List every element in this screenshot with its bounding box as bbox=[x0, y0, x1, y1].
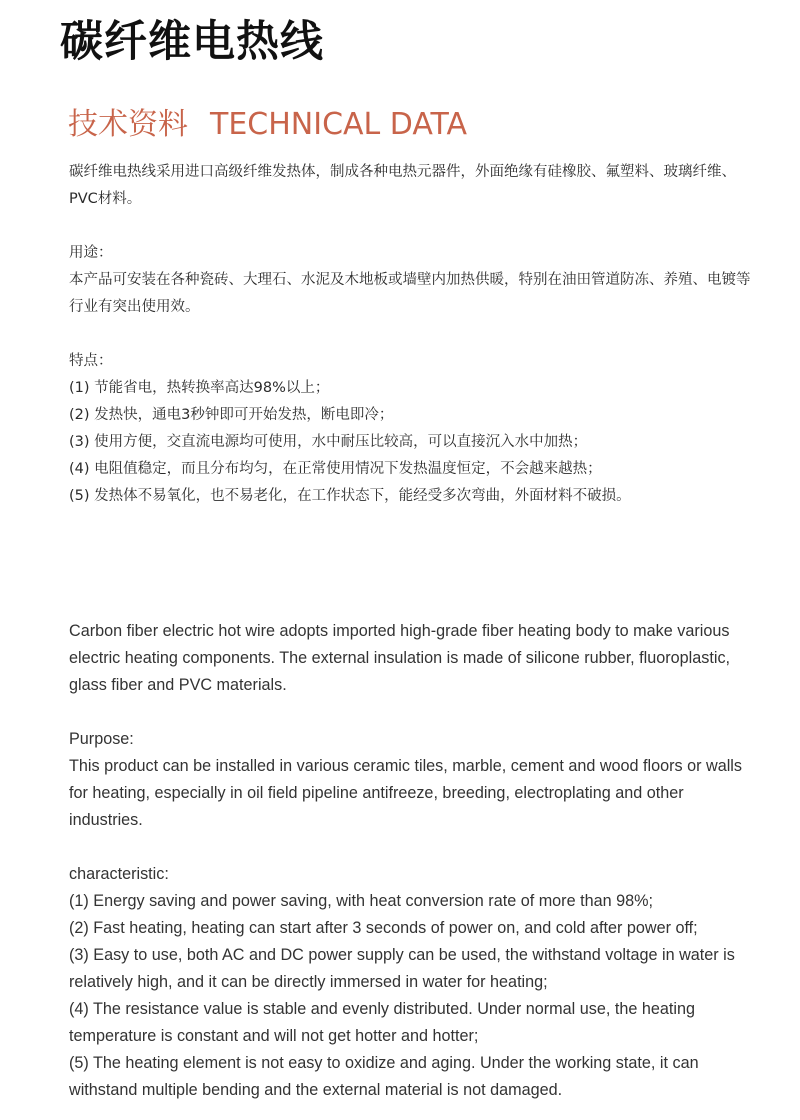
zh-intro: 碳纤维电热线采用进口高级纤维发热体，制成各种电热元器件，外面绝缘有硅橡胶、氟塑料、玻璃纤维、PVC材料。 bbox=[69, 164, 736, 207]
page-title: 碳纤维电热线 bbox=[60, 17, 324, 67]
section-heading-zh: 技术资料 bbox=[68, 107, 188, 142]
zh-purpose-label: 用途： bbox=[69, 245, 113, 261]
zh-feature-item: (4) 电阻值稳定，而且分布均匀，在正常使用情况下发热温度恒定，不会越来越热； bbox=[69, 461, 602, 477]
en-feature-item: (2) Fast heating, heating can start after 3 seconds of power on, and cold after power off; bbox=[69, 919, 698, 937]
zh-features-label: 特点： bbox=[69, 353, 113, 369]
en-purpose-label: Purpose: bbox=[69, 730, 134, 748]
zh-feature-item: (1) 节能省电，热转换率高达98%以上； bbox=[69, 380, 330, 396]
en-intro: Carbon fiber electric hot wire adopts imported high-grade fiber heating body to make various electric heating components. The external insulation is made of silicone rubber, fluoroplastic, glass fiber and PVC materials. bbox=[69, 622, 731, 694]
section-heading-en: TECHNICAL DATA bbox=[210, 107, 468, 142]
en-purpose-text: This product can be installed in various ceramic tiles, marble, cement and wood floors or walls for heating, especially in oil field pipeline antifreeze, breeding, electroplating and other industries. bbox=[69, 757, 742, 829]
en-feature-item: (4) The resistance value is stable and evenly distributed. Under normal use, the heating temperature is constant and will not get hotter and hotter; bbox=[69, 1000, 695, 1045]
english-description bbox=[69, 618, 744, 1104]
zh-feature-item: (5) 发热体不易氧化，也不易老化，在工作状态下，能经受多次弯曲，外面材料不破损。 bbox=[69, 488, 631, 504]
en-feature-item: (5) The heating element is not easy to oxidize and aging. Under the working state, it can withstand multiple bending and the external material is not damaged. bbox=[69, 1054, 699, 1099]
en-feature-item: (1) Energy saving and power saving, with heat conversion rate of more than 98%; bbox=[69, 892, 653, 910]
zh-purpose-text: 本产品可安装在各种瓷砖、大理石、水泥及木地板或墙壁内加热供暖，特别在油田管道防冻、养殖、电镀等行业有突出使用效。 bbox=[69, 272, 751, 315]
section-heading bbox=[68, 104, 467, 146]
zh-feature-item: (2) 发热快，通电3秒钟即可开始发热，断电即冷； bbox=[69, 407, 394, 423]
zh-feature-item: (3) 使用方便，交直流电源均可使用，水中耐压比较高，可以直接沉入水中加热； bbox=[69, 434, 588, 450]
en-features-label: characteristic: bbox=[69, 865, 169, 883]
en-feature-item: (3) Easy to use, both AC and DC power supply can be used, the withstand voltage in water is relatively high, and it can be directly immersed in water for heating; bbox=[69, 946, 735, 991]
chinese-description bbox=[69, 159, 759, 510]
